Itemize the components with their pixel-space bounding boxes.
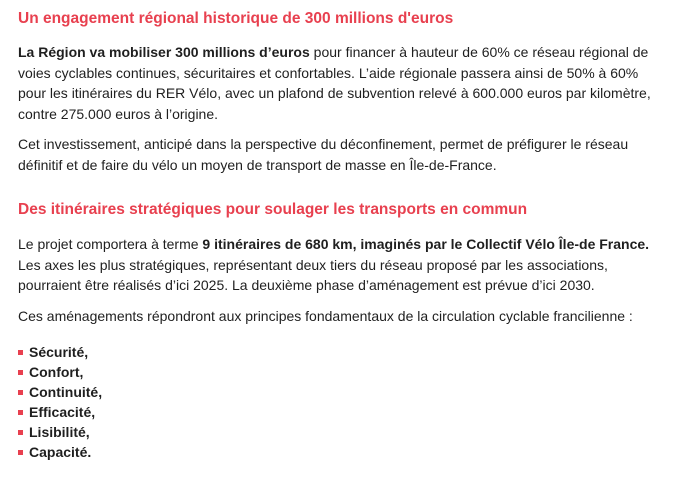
list-item-label: Sécurité, bbox=[29, 344, 89, 360]
square-bullet-icon bbox=[18, 430, 23, 435]
funding-highlight: La Région va mobiliser 300 millions d’euros bbox=[18, 44, 310, 60]
project-text-start: Le projet comportera à terme bbox=[18, 236, 203, 252]
list-item-label: Lisibilité, bbox=[29, 424, 90, 440]
list-item-label: Capacité. bbox=[29, 444, 92, 460]
square-bullet-icon bbox=[18, 450, 23, 455]
funding-text: pour financer à hauteur de 60% ce réseau régional de voies cyclables continues, sécuritaires et confortables. L’aide régionale passera ainsi de 50% à 60% pour les itinéraires du RER Vélo, avec un plafond de subvention relevé à 600.000 euros par kilomètre, contre 275.000 euros à l’origine. bbox=[18, 44, 651, 122]
list-item-label: Continuité, bbox=[29, 384, 103, 400]
project-text-rest: Les axes les plus stratégiques, représentant deux tiers du réseau proposé par les associations, pourraient être réalisés d’ici 2025. La deuxième phase d’aménagement est prévue d’ici 2030. bbox=[18, 256, 608, 293]
paragraph-investment: Cet investissement, anticipé dans la perspective du déconfinement, permet de préfigurer le réseau définitif et de faire du vélo un moyen de transport de masse en Île-de-France. bbox=[18, 136, 629, 173]
square-bullet-icon bbox=[18, 390, 23, 395]
list-item bbox=[18, 382, 666, 402]
list-item-label: Efficacité, bbox=[29, 404, 96, 420]
paragraph-project bbox=[18, 234, 666, 296]
list-item bbox=[18, 422, 666, 442]
square-bullet-icon bbox=[18, 370, 23, 375]
paragraph-principles-intro: Ces aménagements répondront aux principes fondamentaux de la circulation cyclable francilienne : bbox=[18, 307, 633, 324]
list-item bbox=[18, 402, 666, 422]
square-bullet-icon bbox=[18, 410, 23, 415]
list-item-label: Confort, bbox=[29, 364, 84, 380]
list-item bbox=[18, 442, 666, 462]
square-bullet-icon bbox=[18, 350, 23, 355]
principles-list bbox=[18, 342, 666, 462]
project-highlight: 9 itinéraires de 680 km, imaginés par le Collectif Vélo Île-de France. bbox=[202, 236, 650, 252]
list-item bbox=[18, 362, 666, 382]
list-item bbox=[18, 342, 666, 362]
paragraph-funding bbox=[18, 42, 666, 124]
section-heading-itineraires: Des itinéraires stratégiques pour soulager les transports en commun bbox=[18, 201, 528, 218]
section-heading-engagement: Un engagement régional historique de 300 millions d'euros bbox=[18, 10, 454, 27]
